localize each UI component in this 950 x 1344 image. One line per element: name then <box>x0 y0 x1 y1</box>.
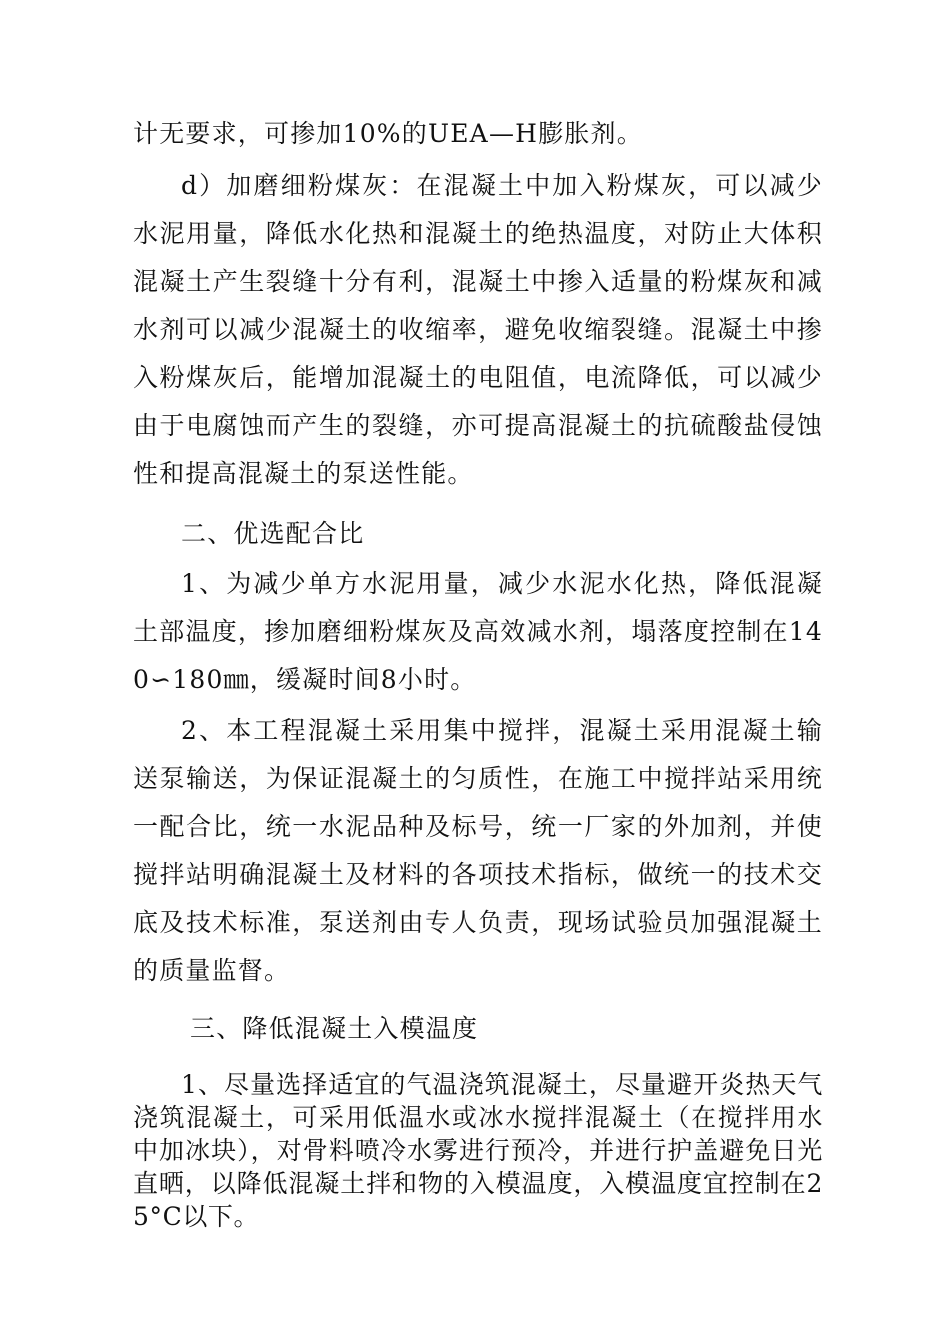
paragraph-placement-temperature-1: 1、尽量选择适宜的气温浇筑混凝土，尽量避开炎热天气浇筑混凝土，可采用低温水或冰水搅拌混凝土（在搅拌用水中加冰块），对骨料喷冷水雾进行预冷，并进行护盖避免日光直晒，以降低混凝土拌和物的入模温度，入模温度宜控制在25°C以下。 <box>133 1070 823 1231</box>
paragraph-mix-ratio-2: 2、本工程混凝土采用集中搅拌，混凝土采用混凝土输送泵输送，为保证混凝土的匀质性，在施工中搅拌站采用统一配合比，统一水泥品种及标号，统一厂家的外加剂，并使搅拌站明确混凝土及材料的各项技术指标，做统一的技术交底及技术标准，泵送剂由专人负责，现场试验员加强混凝土的质量监督。 <box>133 716 823 985</box>
paragraph-fly-ash: d）加磨细粉煤灰：在混凝土中加入粉煤灰，可以减少水泥用量，降低水化热和混凝土的绝热温度，对防止大体积混凝土产生裂缝十分有利，混凝土中掺入适量的粉煤灰和减水剂可以减少混凝土的收缩率，避免收缩裂缝。混凝土中掺入粉煤灰后，能增加混凝土的电阻值，电流降低，可以减少由于电腐蚀而产生的裂缝，亦可提高混凝土的抗硫酸盐侵蚀性和提高混凝土的泵送性能。 <box>133 171 823 488</box>
paragraph-mix-ratio-1: 1、为减少单方水泥用量，减少水泥水化热，降低混凝土部温度，掺加磨细粉煤灰及高效减水剂，塌落度控制在140∽180㎜，缓凝时间8小时。 <box>133 569 823 694</box>
paragraph-uea-expansion: 计无要求，可掺加10%的UEA—H膨胀剂。 <box>133 119 643 148</box>
section-heading-mix-ratio: 二、优选配合比 <box>181 519 365 548</box>
section-heading-placement-temperature: 三、降低混凝土入模温度 <box>190 1014 479 1043</box>
